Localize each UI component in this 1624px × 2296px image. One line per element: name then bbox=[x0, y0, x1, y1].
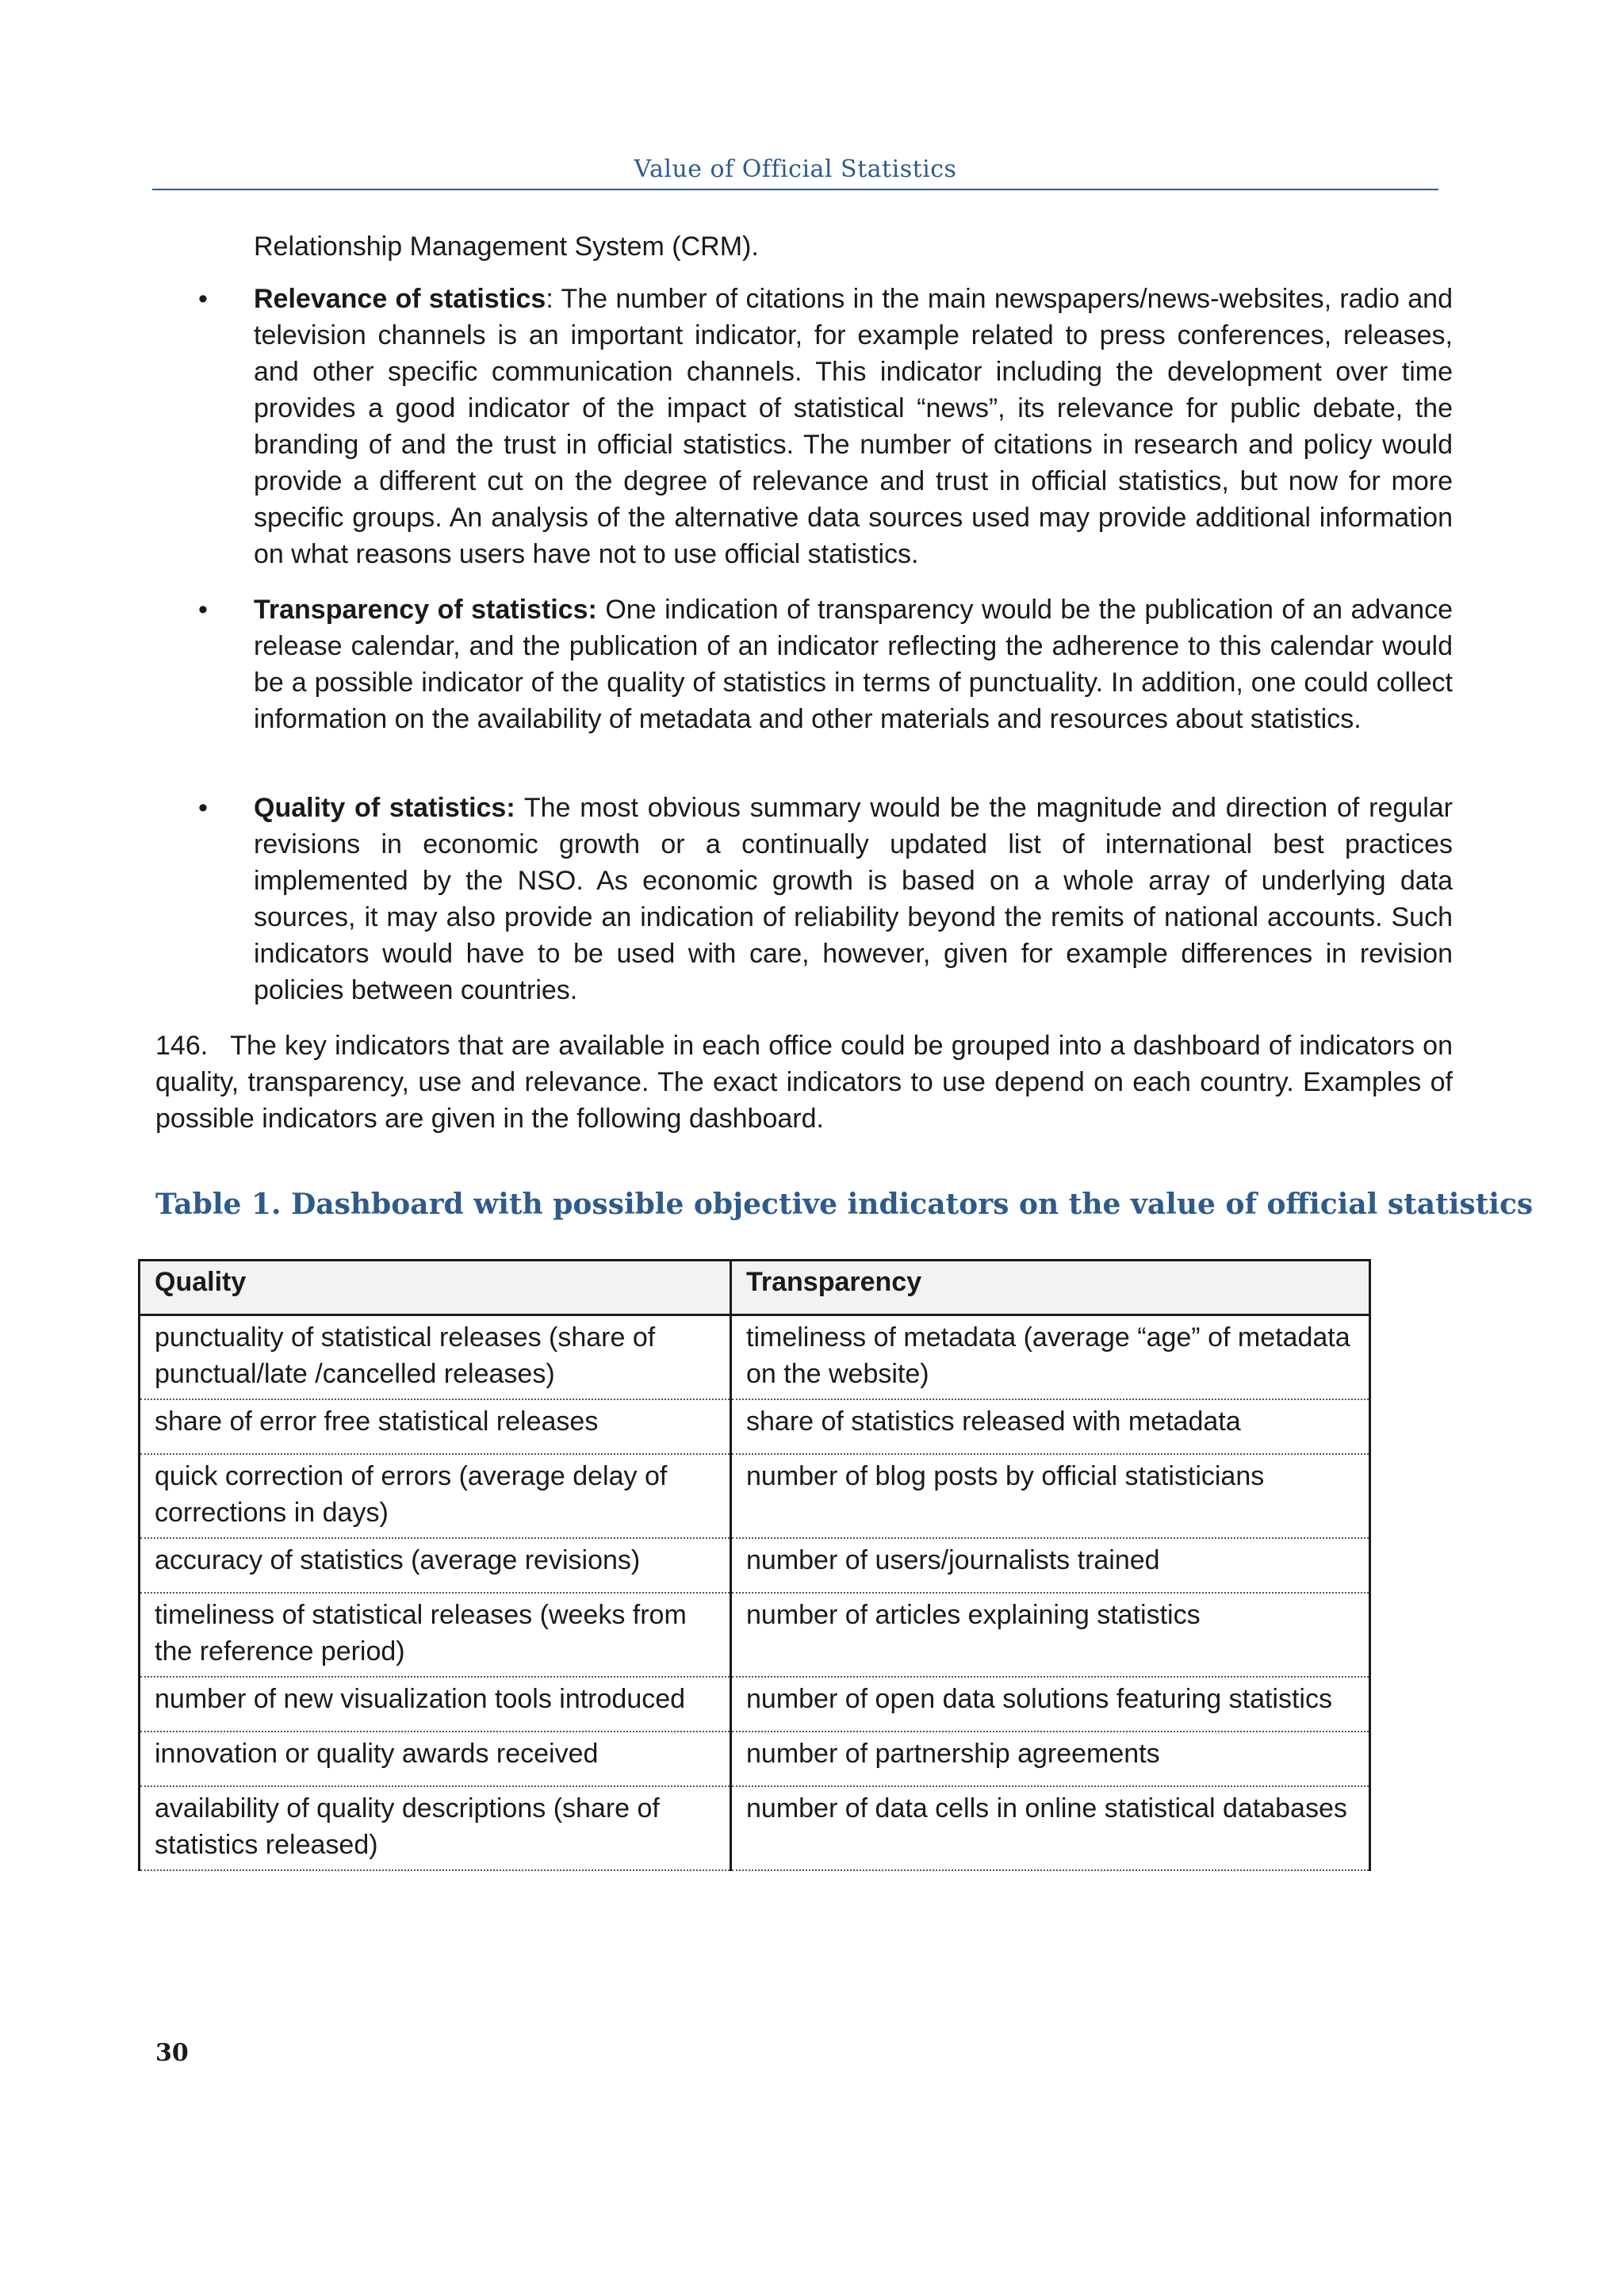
table-caption: Table 1. Dashboard with possible objective indicators on the value of official statistics bbox=[155, 1188, 1534, 1221]
header-rule bbox=[152, 189, 1438, 190]
column-header-quality: Quality bbox=[140, 1261, 731, 1315]
table-cell: quick correction of errors (average delay of corrections in days) bbox=[140, 1454, 731, 1538]
dashboard-table-wrapper bbox=[138, 1259, 1369, 1871]
table-cell: innovation or quality awards received bbox=[140, 1732, 731, 1786]
column-header-transparency: Transparency bbox=[731, 1261, 1370, 1315]
bullet-heading: Quality of statistics: bbox=[254, 793, 515, 823]
table-row bbox=[140, 1315, 1370, 1400]
paragraph-146 bbox=[155, 1027, 1453, 1137]
table-row bbox=[140, 1786, 1370, 1870]
paragraph-number: 146. bbox=[155, 1031, 209, 1061]
table-row bbox=[140, 1677, 1370, 1732]
bullet-body: The most obvious summary would be the magnitude and direction of regular revisions in economic growth or a continually updated list of international best practices implemented by the NSO. As economic growth is based on a whole array of underlying data sources, it may also provide an indication of reliability beyond the remits of national accounts. Such indicators would have to be used with care, however, given for example differences in revision policies between countries. bbox=[254, 793, 1453, 1005]
dashboard-table bbox=[138, 1259, 1371, 1871]
table-cell: timeliness of statistical releases (weeks from the reference period) bbox=[140, 1593, 731, 1677]
table-cell: number of blog posts by official statisticians bbox=[731, 1454, 1370, 1538]
table-cell: timeliness of metadata (average “age” of metadata on the website) bbox=[731, 1315, 1370, 1400]
table-row bbox=[140, 1454, 1370, 1538]
table-cell: availability of quality descriptions (share of statistics released) bbox=[140, 1786, 731, 1870]
bullet-body: The number of citations in the main newspapers/news-websites, radio and television channels is an important indicator, for example related to press conferences, releases, and other specific communication channels. This indicator including the development over time provides a good indicator of the impact of statistical “news”, its relevance for public debate, the branding of and the trust in official statistics. The number of citations in research and policy would provide a different cut on the degree of relevance and trust in official statistics, but now for more specific groups. An analysis of the alternative data sources used may provide additional information on what reasons users have not to use official statistics. bbox=[254, 284, 1453, 569]
bullet-icon: • bbox=[198, 793, 208, 823]
bullet-heading: Transparency of statistics: bbox=[254, 595, 597, 625]
table-cell: number of partnership agreements bbox=[731, 1732, 1370, 1786]
continuation-line: Relationship Management System (CRM). bbox=[254, 232, 759, 262]
table-cell: number of data cells in online statistical databases bbox=[731, 1786, 1370, 1870]
paragraph-text: The key indicators that are available in each office could be grouped into a dashboard of indicators on quality, transparency, use and relevance. The exact indicators to use depend on each country. Examples of possible indicators are given in the following dashboard. bbox=[155, 1031, 1453, 1134]
bullet-heading: Relevance of statistics bbox=[254, 284, 546, 314]
table-cell: number of open data solutions featuring statistics bbox=[731, 1677, 1370, 1732]
table-cell: punctuality of statistical releases (share of punctual/late /cancelled releases) bbox=[140, 1315, 731, 1400]
table-cell: accuracy of statistics (average revisions) bbox=[140, 1538, 731, 1593]
bullet-text bbox=[254, 281, 1453, 572]
table-cell: number of users/journalists trained bbox=[731, 1538, 1370, 1593]
table-row bbox=[140, 1399, 1370, 1454]
bullet-separator: : bbox=[546, 284, 553, 314]
running-header: Value of Official Statistics bbox=[634, 155, 957, 183]
table-cell: number of articles explaining statistics bbox=[731, 1593, 1370, 1677]
bullet-body: One indication of transparency would be the publication of an advance release calendar, and the publication of an indicator reflecting the adherence to this calendar would be a possible indicator of the quality of statistics in terms of punctuality. In addition, one could collect information on the availability of metadata and other materials and resources about statistics. bbox=[254, 595, 1454, 734]
table-header-row bbox=[140, 1261, 1370, 1315]
table-cell: share of error free statistical releases bbox=[140, 1399, 731, 1454]
table-row bbox=[140, 1732, 1370, 1786]
table-cell: share of statistics released with metadata bbox=[731, 1399, 1370, 1454]
bullet-icon: • bbox=[198, 595, 208, 625]
table-cell: number of new visualization tools introduced bbox=[140, 1677, 731, 1732]
bullet-text bbox=[254, 591, 1453, 737]
table-row bbox=[140, 1593, 1370, 1677]
table-row bbox=[140, 1538, 1370, 1593]
bullet-text bbox=[254, 790, 1453, 1008]
bullet-icon: • bbox=[198, 284, 208, 314]
page-number: 30 bbox=[155, 2039, 189, 2067]
